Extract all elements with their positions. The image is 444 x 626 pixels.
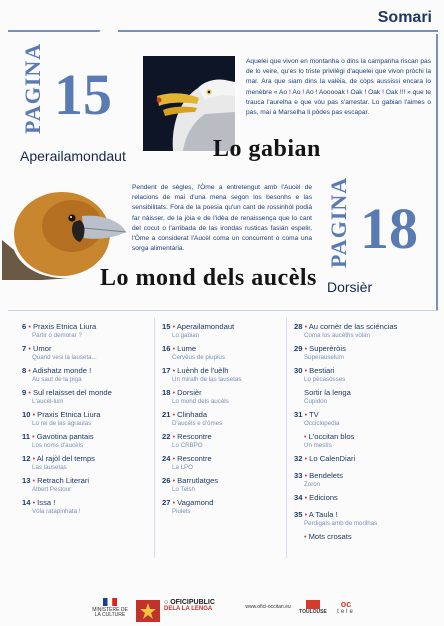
bullet-icon: •: [32, 478, 36, 485]
feature-headline: Lo mond dels aucèls: [100, 265, 317, 291]
toc-subtitle: D'aucèls e d'òmes: [172, 420, 223, 427]
ofici-url: www.ofici-occitan.eu: [245, 604, 291, 610]
toc-title: Rescontre: [177, 432, 212, 441]
toc-entry[interactable]: [22, 322, 157, 344]
toc-entry[interactable]: [162, 322, 287, 344]
toc-page-number: 13: [22, 476, 31, 485]
feature-page-number: 18: [360, 196, 418, 261]
toc-title: TV: [309, 410, 319, 419]
toc-entry[interactable]: [294, 432, 440, 454]
toc-title: Superèròis: [309, 344, 346, 353]
toc-title: Luènh de l'uèlh: [177, 366, 229, 375]
toc-column-2: [162, 322, 287, 520]
toc-subtitle: Quand vesi la lauseta...: [32, 354, 97, 361]
toc-title: Barrutlatges: [177, 476, 219, 485]
toc-page-number: 24: [162, 454, 171, 463]
feature-kicker: Dorsièr: [327, 279, 373, 295]
toc-title: Praxis Etnica Liura: [37, 410, 101, 419]
region-logo: [136, 600, 160, 622]
toc-title: Retrach Literari: [37, 476, 90, 485]
column-separator: [286, 318, 287, 558]
toc-subtitle: Perdigals amb de morilhas: [304, 520, 378, 527]
toc-title: Sortir la lenga: [304, 388, 351, 397]
toc-page-number: 8: [22, 366, 27, 375]
bullet-icon: •: [304, 495, 308, 502]
toc-page-number: 32: [294, 454, 303, 463]
feature-kicker: Aperailamondaut: [20, 148, 126, 164]
toc-page-number: 22: [162, 432, 171, 441]
toc-entry[interactable]: [294, 532, 440, 549]
toc-page-number: 31: [294, 410, 303, 419]
toc-entry[interactable]: [22, 388, 157, 410]
toc-page-number: 16: [162, 344, 171, 353]
bullet-icon: •: [172, 412, 176, 419]
bullet-icon: •: [304, 434, 307, 441]
toc-title: Praxis Etnica Liura: [32, 322, 97, 331]
toc-page-number: 17: [162, 366, 171, 375]
toc-page-number: 34: [294, 493, 303, 502]
bullet-icon: •: [28, 390, 31, 397]
toc-entry[interactable]: [294, 493, 440, 510]
bullet-icon: •: [304, 324, 308, 331]
frame-line-right: [436, 30, 438, 310]
section-divider: [8, 310, 438, 311]
toc-subtitle: Un miralh de las lausetas: [172, 376, 242, 383]
bullet-icon: •: [304, 368, 308, 375]
toc-page-number: 28: [294, 322, 303, 331]
ministry-logo: [90, 598, 130, 618]
toc-title: Bendelets: [309, 471, 343, 480]
pagina-label: PAGINA: [326, 176, 351, 268]
bullet-icon: •: [172, 478, 176, 485]
toc-entry[interactable]: [294, 388, 440, 410]
bullet-icon: •: [172, 456, 176, 463]
toc-title: Lume: [177, 344, 197, 353]
toc-title: Mots crosats: [308, 532, 352, 541]
oc-tele-logo: oc tele: [332, 600, 360, 615]
toc-page-number: 9: [22, 388, 27, 397]
feature-headline: Lo gabian: [213, 136, 321, 162]
toc-page-number: 26: [162, 476, 171, 485]
toc-title: Umor: [32, 344, 52, 353]
bullet-icon: •: [172, 390, 176, 397]
toc-title: Au cornèr de las sciéncias: [308, 322, 398, 331]
bullet-icon: •: [28, 346, 31, 353]
toc-subtitle: Lo mond dels aucèls: [172, 398, 229, 405]
toc-entry[interactable]: [162, 498, 287, 520]
toc-entry[interactable]: [294, 410, 440, 432]
toc-title: L'occitan blos: [308, 432, 355, 441]
ofici-tagline: DELA LA LENGA: [164, 606, 213, 612]
toc-entry[interactable]: [162, 432, 287, 454]
toc-title: Al rajòl del temps: [36, 454, 95, 463]
toc-entry[interactable]: [22, 454, 157, 476]
bullet-icon: •: [304, 412, 308, 419]
ofici-logo: [164, 599, 232, 612]
bullet-icon: •: [172, 368, 176, 375]
toc-title: Dorsièr: [177, 388, 202, 397]
toc-entry[interactable]: [22, 366, 157, 388]
toc-title: Aperailamondaut: [176, 322, 235, 331]
toc-page-number: 21: [162, 410, 171, 419]
toc-entry[interactable]: [22, 410, 157, 432]
bullet-icon: •: [32, 412, 36, 419]
toc-subtitle: Los noms d'aucèls: [32, 442, 84, 449]
toc-page-number: 35: [294, 510, 303, 519]
bullet-icon: •: [32, 456, 36, 463]
ministry-name: MINISTÈRE DE LA CULTURE: [92, 607, 128, 618]
bullet-icon: •: [32, 500, 36, 507]
ofici-mark-icon: ○: [164, 599, 169, 606]
bullet-icon: •: [304, 512, 308, 519]
toc-column-1: [22, 322, 157, 520]
toc-entry[interactable]: [22, 476, 157, 498]
toc-subtitle: Lo pècasòsses: [304, 376, 346, 383]
toc-entry[interactable]: [162, 410, 287, 432]
bullet-icon: •: [172, 500, 176, 507]
bullet-icon: •: [28, 324, 31, 331]
ofici-brand: OFICIPUBLIC: [170, 599, 215, 606]
bullet-icon: •: [304, 473, 308, 480]
toc-entry[interactable]: [22, 432, 157, 454]
toc-page-number: 6: [22, 322, 27, 331]
toc-page-number: 14: [22, 498, 31, 507]
toc-title: A Taula !: [308, 510, 338, 519]
toc-entry[interactable]: [162, 388, 287, 410]
toulouse-name: TOULOUSE: [299, 609, 327, 615]
column-separator: [154, 318, 155, 558]
page-title: Somari: [377, 9, 432, 26]
toc-page-number: 15: [162, 322, 171, 331]
toc-subtitle: Lo gabian: [172, 332, 200, 339]
feature-lede: Aquelei que vivon en montanha o dins la campanha riscan pas de lo veire, qu'es lo triste privilègi d'aquelei que vivon pròchi la mar. Ara que siam dins la valèia, de còps aussissi encara lo menèbre « Ao ! Ao ! Ao ! Aooooak ! Oak ! Oak ! Oak !!! » que te trauca l'aurelha e que vòu pas s'arrestar. Lo gabian l'aimes o pas, mai a Marselha li pòdes pas escapar.: [246, 58, 431, 117]
toc-entry[interactable]: [162, 476, 287, 498]
toc-subtitle: Zoron: [304, 481, 321, 488]
feature-page-number: 15: [54, 62, 112, 127]
toc-entry[interactable]: [162, 344, 287, 366]
toc-title: Sul relaisset del monde: [32, 388, 112, 397]
toc-title: Bestiari: [309, 366, 335, 375]
toc-entry[interactable]: [22, 498, 157, 520]
toc-entry[interactable]: [294, 344, 440, 366]
toc-column-3: [294, 322, 440, 549]
toc-title: Edicions: [309, 493, 338, 502]
bullet-icon: •: [304, 346, 308, 353]
toc-subtitle: Superauselum: [304, 354, 344, 361]
toc-subtitle: Cervèus de piupius: [172, 354, 225, 361]
tele-name: tele: [337, 609, 355, 615]
title-tab-line: [118, 30, 438, 32]
bullet-icon: •: [172, 434, 176, 441]
bullet-icon: •: [172, 346, 176, 353]
toc-entry[interactable]: [294, 366, 440, 388]
toc-subtitle: Occiclopedia: [304, 420, 340, 427]
toc-title: Rescontre: [177, 454, 212, 463]
bullet-icon: •: [172, 324, 176, 331]
toc-page-number: 12: [22, 454, 31, 463]
toc-subtitle: Vòla ratapinhata !: [32, 508, 81, 515]
toc-title: Adishatz monde !: [32, 366, 92, 375]
toc-page-number: 27: [162, 498, 171, 507]
toc-subtitle: Partir o demorar ?: [32, 332, 82, 339]
toc-page-number: 18: [162, 388, 171, 397]
toc-subtitle: Coma los aucèths vòlan: [304, 332, 371, 339]
toc-subtitle: Lo CRBPO: [172, 442, 203, 449]
toc-subtitle: Piulets: [172, 508, 191, 515]
toc-title: Clinhada: [177, 410, 208, 419]
toc-subtitle: Un mestís: [304, 442, 332, 449]
toc-entry[interactable]: [294, 454, 440, 471]
sponsor-strip: [90, 598, 360, 626]
toc-subtitle: La LPO: [172, 464, 193, 471]
toc-title: Issa !: [37, 498, 56, 507]
toc-title: Gavotina pantais: [36, 432, 94, 441]
bullet-icon: •: [304, 456, 308, 463]
toc-subtitle: Albert Pestour: [32, 486, 72, 493]
toc-subtitle: Lo rei de las agraulas: [32, 420, 92, 427]
toc-page-number: 7: [22, 344, 27, 353]
toc-entry[interactable]: [294, 322, 440, 344]
toc-title: Vagamond: [177, 498, 214, 507]
bullet-icon: •: [32, 434, 35, 441]
toc-entry[interactable]: [294, 471, 440, 493]
toc-page-number: 30: [294, 366, 303, 375]
toc-page-number: 10: [22, 410, 31, 419]
toc-subtitle: Las lausetas: [32, 464, 67, 471]
toc-entry[interactable]: [294, 510, 440, 532]
toc-page-number: 11: [22, 432, 31, 441]
toc-subtitle: L'aucèl-lum: [32, 398, 64, 405]
toc-subtitle: Cupidon: [304, 398, 328, 405]
bullet-icon: •: [28, 368, 31, 375]
toc-entry[interactable]: [162, 366, 287, 388]
bullet-icon: •: [304, 534, 307, 541]
toc-subtitle: Au saut de la piga: [32, 376, 82, 383]
pagina-label: PAGINA: [20, 42, 45, 134]
toc-entry[interactable]: [22, 344, 157, 366]
toc-page-number: 29: [294, 344, 303, 353]
toc-entry[interactable]: [162, 454, 287, 476]
toulouse-logo: [298, 600, 328, 615]
toc-page-number: 33: [294, 471, 303, 480]
toc-title: Lo CalenDiari: [309, 454, 356, 463]
toc-subtitle: Lo Telsh: [172, 486, 195, 493]
feature-lede: Pendent de sègles, l'Òme a entretengut amb l'Aucèl de relacions de mai d'una mena segon los besonhs e las sensibilitats. Fòra de la poesia qu'un cant de rossinhòl podiá far nàisser, de la jòia e de l'idèa de renaissença que lo cant del cocut o l'arribada de las irondas rusticas fasián espelir, l'Òme a considerat l'Aucèl coma un concurrent o coma una sorga alimentària.: [132, 184, 312, 253]
